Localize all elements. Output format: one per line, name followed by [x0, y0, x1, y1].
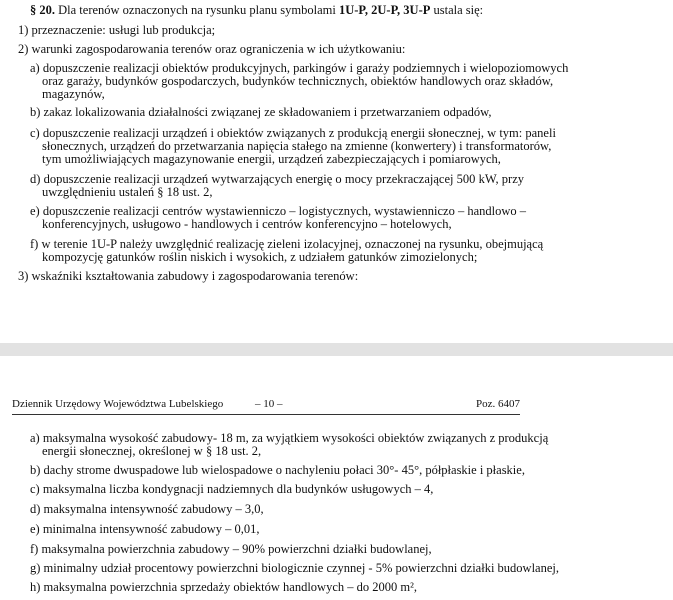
item-3h: h) maksymalna powierzchnia sprzedaży obiektów handlowych – do 2000 m², [30, 580, 417, 594]
item-3g: g) minimalny udział procentowy powierzchni biologicznie czynnej - 5% powierzchni działki budowlanej, [30, 561, 559, 575]
position-number: Poz. 6407 [476, 398, 520, 410]
item-2f-line-1: f) w terenie 1U-P należy uwzględnić realizację zieleni izolacyjnej, oznaczonej na rysunku, obejmującą [30, 237, 544, 251]
item-2f-line-2: kompozycję gatunków roślin niskich i wysokich, z udziałem gatunków zimozielonych; [42, 250, 478, 264]
page-number: – 10 – [255, 398, 283, 410]
item-2e-line-2: konferencyjnych, usługowo - handlowych i centrów konferencyjno – hotelowych, [42, 217, 452, 231]
item-3b: b) dachy strome dwuspadowe lub wielospadowe o nachyleniu połaci 30°- 45°, półpłaskie i płaskie, [30, 463, 525, 477]
item-2e-line-1: e) dopuszczenie realizacji centrów wystawienniczo – logistycznych, wystawienniczo – handlowo – [30, 204, 527, 218]
section-intro-end: ustala się: [430, 3, 484, 17]
item-2d-line-2: uwzględnieniu ustaleń § 18 ust. 2, [42, 185, 213, 199]
header-rule [12, 414, 520, 415]
section-20-heading [30, 3, 483, 17]
section-intro-text: Dla terenów oznaczonych na rysunku planu symbolami [55, 3, 339, 17]
item-3d: d) maksymalna intensywność zabudowy – 3,0, [30, 502, 264, 516]
section-number: § 20. [30, 3, 55, 17]
item-2a-line-3: magazynów, [42, 87, 105, 101]
journal-name: Dziennik Urzędowy Województwa Lubelskiego [12, 398, 224, 410]
item-3f: f) maksymalna powierzchnia zabudowy – 90% powierzchni działki budowlanej, [30, 542, 432, 556]
item-2c-line-2: słonecznych, urządzeń do przetwarzania napięcia stałego na zmienne (konwertery) i transformatorów, [42, 139, 552, 153]
item-3c: c) maksymalna liczba kondygnacji nadziemnych dla budynków usługowych – 4, [30, 482, 434, 496]
item-2d-line-1: d) dopuszczenie realizacji urządzeń wytwarzających energię o mocy przekraczającej 500 kW, przy [30, 172, 524, 186]
document-page-bottom [0, 356, 673, 600]
item-2-conditions: 2) warunki zagospodarowania terenów oraz ograniczenia w ich użytkowaniu: [18, 42, 406, 56]
item-2b: b) zakaz lokalizowania działalności związanej ze składowaniem i przetwarzaniem odpadów, [30, 105, 492, 119]
item-2c-line-1: c) dopuszczenie realizacji urządzeń i obiektów związanych z produkcją energii słonecznej, w tym: paneli [30, 126, 556, 140]
item-3-indicators: 3) wskaźniki kształtowania zabudowy i zagospodarowania terenów: [18, 269, 359, 283]
item-2a-line-2: oraz garaży, budynków gospodarczych, budynków technicznych, obiektów handlowych oraz składów, [42, 74, 554, 88]
running-header [12, 398, 520, 412]
item-1-purpose: 1) przeznaczenie: usługi lub produkcja; [18, 23, 216, 37]
page-break-gap [0, 343, 673, 356]
item-3e: e) minimalna intensywność zabudowy – 0,01, [30, 522, 260, 536]
section-symbols: 1U-P, 2U-P, 3U-P [338, 3, 431, 17]
item-2a-line-1: a) dopuszczenie realizacji obiektów produkcyjnych, parkingów i garaży podziemnych i wielopoziomowych [30, 61, 569, 75]
item-3a-line-2: energii słonecznej, określonej w § 18 ust. 2, [42, 444, 262, 458]
item-2c-line-3: tym umożliwiających magazynowanie energii, urządzeń zabezpieczających i pomiarowych, [42, 152, 501, 166]
item-3a-line-1: a) maksymalna wysokość zabudowy- 18 m, za wyjątkiem wysokości obiektów związanych z produkcją [30, 431, 549, 445]
